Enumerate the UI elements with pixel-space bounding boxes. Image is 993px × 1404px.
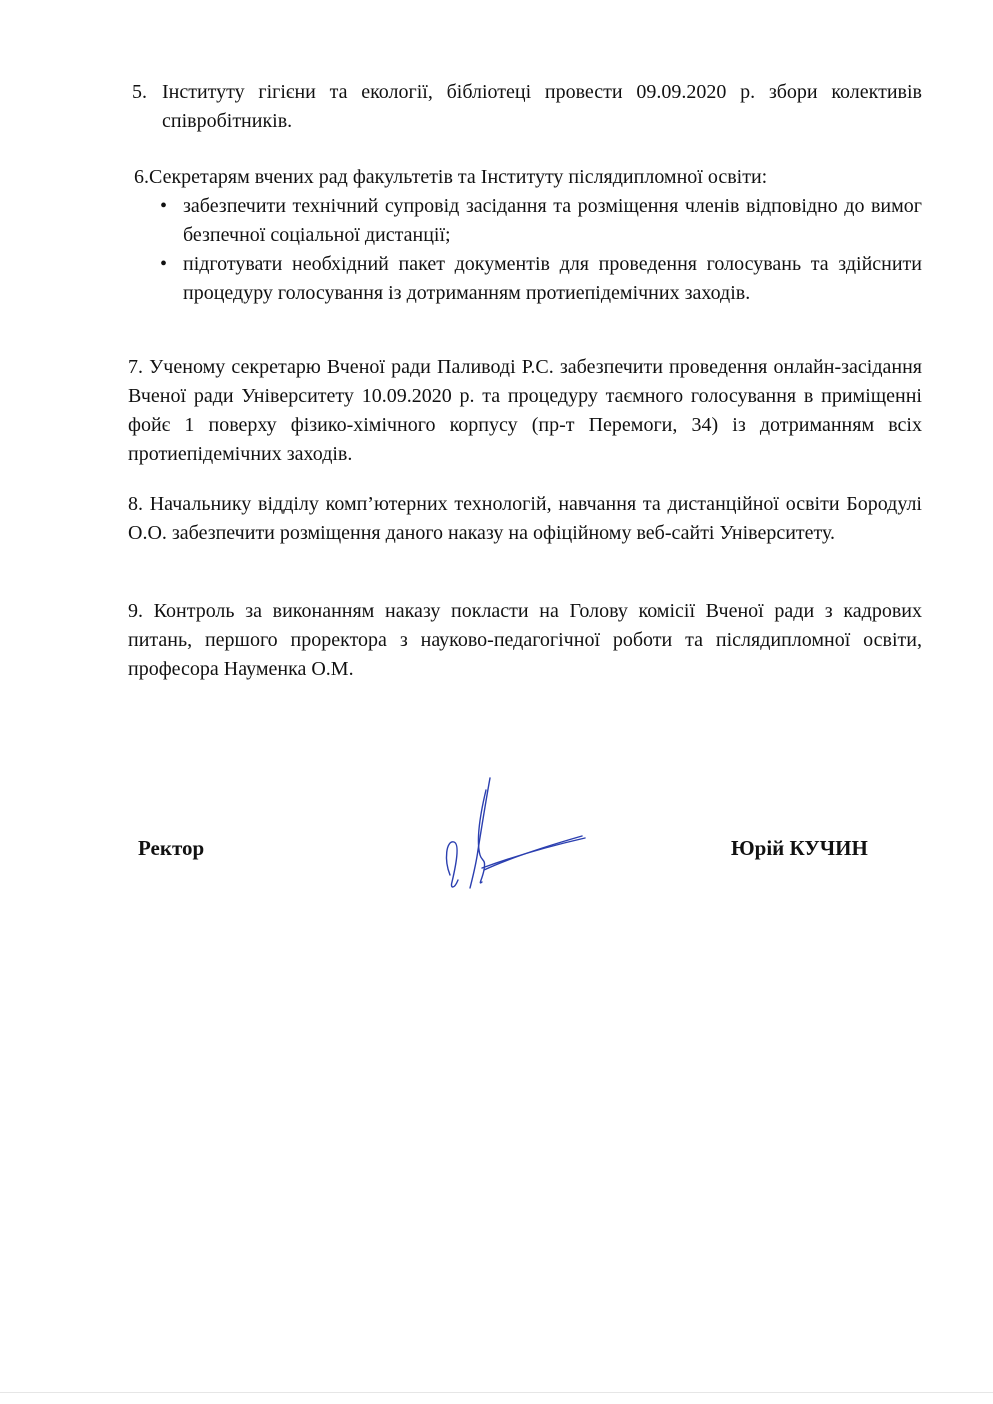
item-text: Інституту гігієни та екології, бібліотеці провести 09.09.2020 р. збори колективів співробітників. [162, 81, 922, 132]
signatory-title: Ректор [138, 836, 205, 860]
item-number: 5. [132, 81, 147, 103]
order-item-7: 7. Ученому секретарю Вченої ради Паливоді Р.С. забезпечити проведення онлайн-засідання Вченої ради Університету 10.09.2020 р. та процедуру таємного голосування в приміщенні фойє 1 поверху фізико-хімічного корпусу (пр-т Перемоги, 34) із дотриманням всіх протиепідемічних заходів. [128, 356, 922, 465]
order-item-5 [132, 78, 922, 136]
bullet-item [160, 250, 922, 308]
order-item-8: 8. Начальнику відділу комп’ютерних технологій, навчання та дистанційної освіти Бородулі О.О. забезпечити розміщення даного наказу на офіційному веб-сайті Університету. [128, 493, 922, 544]
bullet-icon: • [160, 253, 168, 275]
bullet-text: забезпечити технічний супровід засідання та розміщення членів відповідно до вимог безпечної соціальної дистанції; [183, 195, 922, 246]
item-lead-text: 6.Секретарям вчених рад факультетів та Інституту післядипломної освіти: [134, 166, 768, 188]
bullet-item [160, 192, 922, 250]
scan-edge-divider [0, 1392, 993, 1393]
order-item-9: 9. Контроль за виконанням наказу покласти на Голову комісії Вченої ради з кадрових питань, першого проректора з науково-педагогічної роботи та післядипломної освіти, професора Науменка О.М. [128, 600, 922, 680]
handwritten-signature [420, 770, 600, 900]
order-item-6 [134, 163, 922, 308]
signatory-name: Юрій КУЧИН [731, 836, 868, 860]
bullet-icon: • [160, 195, 168, 217]
bullet-text: підготувати необхідний пакет документів для проведення голосувань та здійснити процедуру голосування із дотриманням протиепідемічних заходів. [183, 253, 922, 304]
